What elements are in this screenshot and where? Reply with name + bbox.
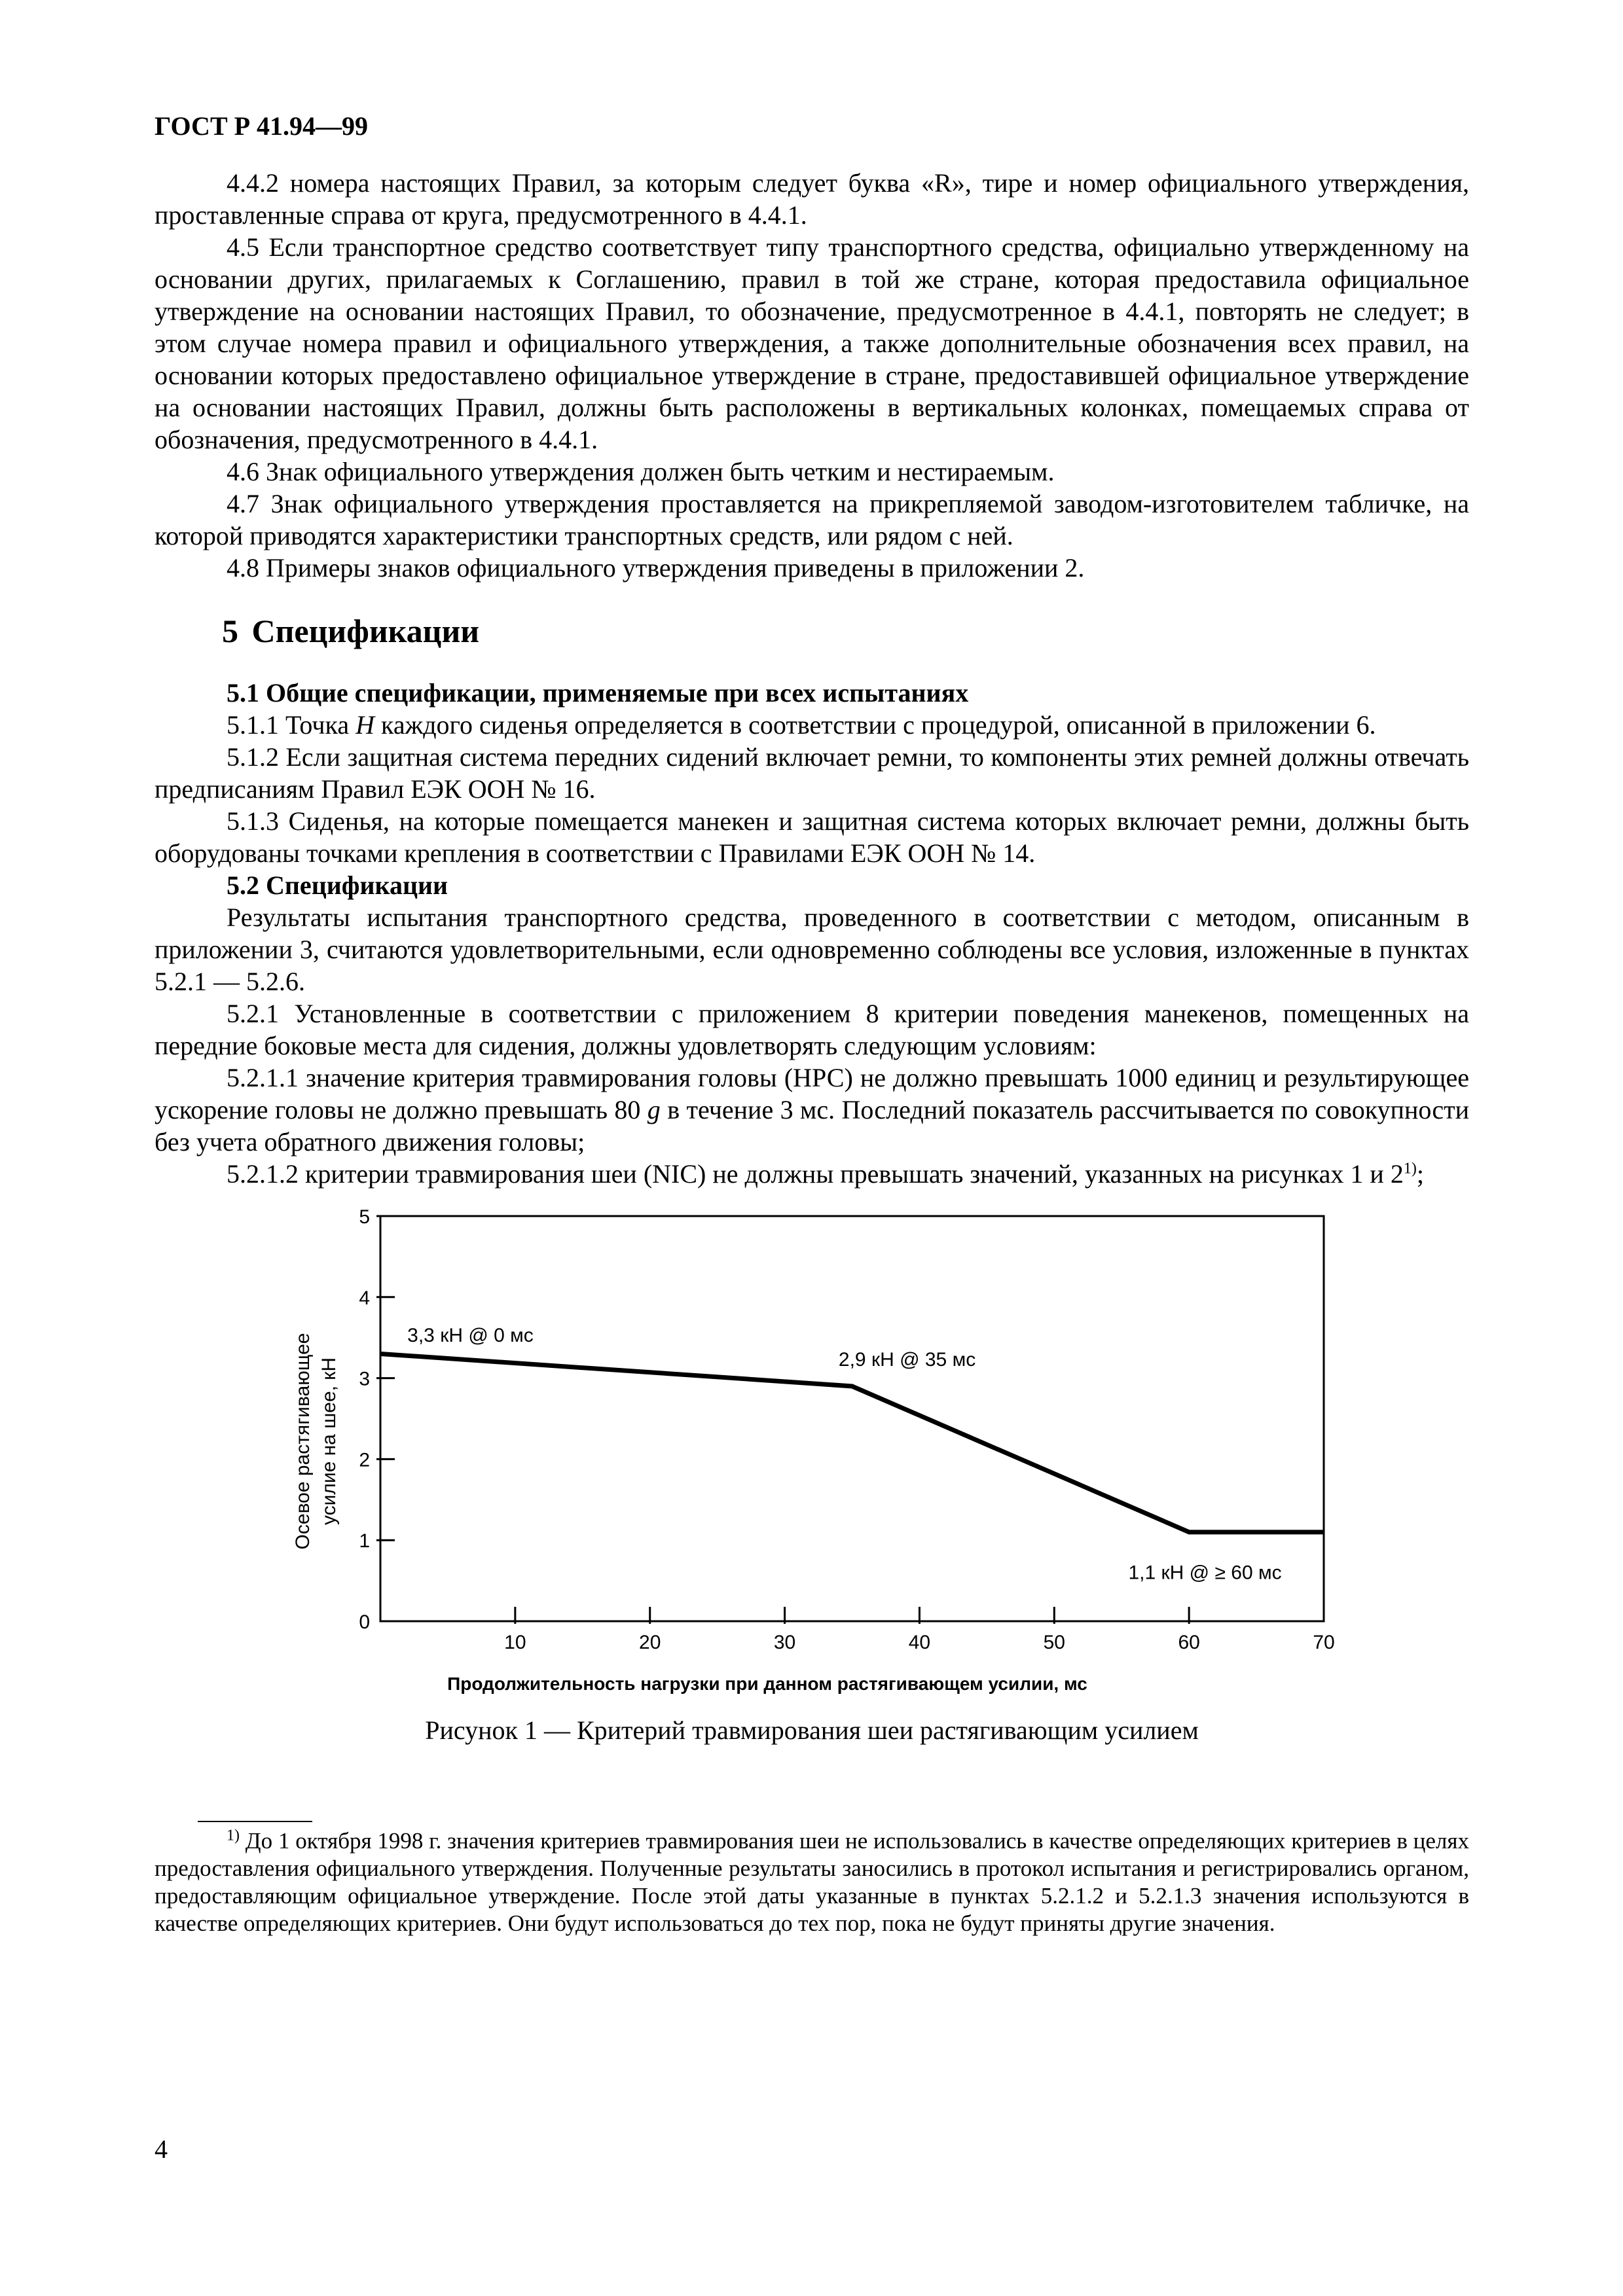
y-tick-label-4: 4 bbox=[359, 1287, 370, 1309]
paragraph-5-2-1-1-text-b: в течение 3 мс. Последний показатель рассчитывается по совокупности без учета обратного движения головы; bbox=[155, 1095, 1470, 1157]
paragraph-5-2-1-1 bbox=[155, 1062, 1469, 1158]
paragraph-5-2-1-2-text-a: 5.2.1.2 критерии травмирования шеи (NIC) не должны превышать значений, указанных на рисунках 1 и 2 bbox=[227, 1159, 1404, 1189]
section-heading bbox=[222, 611, 1469, 651]
paragraph-5-1-3: 5.1.3 Сиденья, на которые помещается манекен и защитная система которых включает ремни, должны быть оборудованы точками крепления в соответствии с Правилами ЕЭК ООН № 14. bbox=[155, 806, 1469, 868]
footnote-mark: 1) bbox=[227, 1827, 240, 1844]
paragraph-4-4-2: 4.4.2 номера настоящих Правил, за которым следует буква «R», тире и номер официального утверждения, проставленные справа от круга, предусмотренного в 4.4.1. bbox=[155, 168, 1469, 230]
paragraph-4-8: 4.8 Примеры знаков официального утверждения приведены в приложении 2. bbox=[227, 553, 1085, 583]
page-number: 4 bbox=[155, 2134, 168, 2164]
plot-frame bbox=[380, 1216, 1324, 1621]
paragraph-5-1-1-text-a: 5.1.1 Точка bbox=[227, 710, 356, 740]
document-header: ГОСТ Р 41.94—99 bbox=[155, 111, 369, 141]
paragraph-4-5: 4.5 Если транспортное средство соответствует типу транспортного средства, официально утвержденному на основании других, прилагаемых к Соглашению, правил в той же стране, которая предоставила официальное утверждение на основании настоящих Правил, то обозначение, предусмотренное в 4.4.1, повторять не следует; в этом случае номера правил и официального утверждения, а также дополнительные обозначения всех правил, на основании которых предоставлено официальное утверждение в стране, предоставившей официальное утверждение на основании настоящих Правил, должны быть расположены в вертикальных колонках, помещаемых справа от обозначения, предусмотренного в 4.4.1. bbox=[155, 232, 1469, 454]
x-tick-label-70: 70 bbox=[1313, 1632, 1335, 1653]
footnote bbox=[155, 1827, 1469, 1937]
paragraph-5-2-1: 5.2.1 Установленные в соответствии с приложением 8 критерии поведения манекенов, помещенных на передние боковые места для сидения, должны удовлетворять следующим условиям: bbox=[155, 999, 1469, 1060]
x-tick-label-30: 30 bbox=[773, 1632, 796, 1653]
paragraph-5-2-1-2-text-b: ; bbox=[1416, 1159, 1424, 1189]
paragraph-5-1-1-text-b: каждого сиденья определяется в соответствии с процедурой, описанной в приложении 6. bbox=[374, 710, 1376, 740]
paragraph-5-1-1 bbox=[155, 709, 1469, 741]
series-line-0 bbox=[380, 1354, 1324, 1532]
footnote-reference: 1) bbox=[1403, 1160, 1417, 1177]
y-axis-label-line1: Осевое растягивающее bbox=[292, 1333, 314, 1550]
annotation-1: 2,9 кН @ 35 мс bbox=[838, 1349, 976, 1371]
footnote-divider bbox=[198, 1821, 312, 1822]
x-tick-label-60: 60 bbox=[1178, 1632, 1200, 1653]
paragraph-4-6: 4.6 Знак официального утверждения должен быть четким и нестираемым. bbox=[227, 457, 1055, 486]
subsection-heading-5-1: 5.1 Общие спецификации, применяемые при всех испытаниях bbox=[227, 678, 969, 708]
section-title: Спецификации bbox=[251, 613, 480, 649]
figure-1 bbox=[155, 1204, 1469, 1755]
section-number: 5 bbox=[222, 613, 238, 649]
paragraph-4-7: 4.7 Знак официального утверждения проставляется на прикрепляемой заводом-изготовителем табличке, на которой приводятся характеристики транспортных средств, или рядом с ней. bbox=[155, 489, 1469, 550]
paragraph-5-2: Результаты испытания транспортного средства, проведенного в соответствии с методом, описанным в приложении 3, считаются удовлетворительными, если одновременно соблюдены все условия, изложенные в пунктах 5.2.1 — 5.2.6. bbox=[155, 903, 1469, 996]
paragraph-5-1-2: 5.1.2 Если защитная система передних сидений включает ремни, то компоненты этих ремней должны отвечать предписаниям Правил ЕЭК ООН № 16. bbox=[155, 742, 1469, 804]
paragraph-5-2-1-2 bbox=[155, 1158, 1469, 1190]
y-tick-label-5: 5 bbox=[359, 1206, 370, 1228]
x-tick-label-10: 10 bbox=[504, 1632, 526, 1653]
document-page bbox=[155, 110, 1469, 1937]
figure-caption: Рисунок 1 — Критерий травмирования шеи растягивающим усилием bbox=[425, 1715, 1199, 1745]
subsection-heading-5-2: 5.2 Спецификации bbox=[227, 870, 448, 900]
y-tick-label-2: 2 bbox=[359, 1449, 370, 1471]
neck-tension-chart bbox=[155, 1204, 1469, 1708]
h-point-symbol: Н bbox=[356, 710, 374, 740]
x-axis-label: Продолжительность нагрузки при данном растягивающем усилии, мс bbox=[447, 1674, 1087, 1694]
y-tick-label-1: 1 bbox=[359, 1530, 370, 1552]
y-axis-label-line2: усилие на шее, кН bbox=[318, 1357, 340, 1526]
x-tick-label-50: 50 bbox=[1043, 1632, 1065, 1653]
y-tick-label-0: 0 bbox=[359, 1611, 370, 1633]
y-tick-label-3: 3 bbox=[359, 1368, 370, 1390]
annotation-0: 3,3 кН @ 0 мс bbox=[407, 1324, 534, 1346]
footnote-text: До 1 октября 1998 г. значения критериев травмирования шеи не использовались в качестве определяющих критериев в целях предоставления официального утверждения. Полученные результаты заносились в протокол испытания и регистрировались органом, предоставляющим официальное утверждение. После этой даты указанные в пунктах 5.2.1.2 и 5.2.1.3 значения используются в качестве определяющих критериев. Они будут использоваться до тех пор, пока не будут приняты другие значения. bbox=[155, 1828, 1469, 1936]
x-tick-label-20: 20 bbox=[639, 1632, 661, 1653]
annotation-2: 1,1 кН @ ≥ 60 мс bbox=[1128, 1562, 1282, 1584]
paragraph-5-2-1-1-text-a: 5.2.1.1 значение критерия травмирования головы (НРС) не должно превышать 1000 единиц и результирующее ускорение головы не должно превышать 80 bbox=[155, 1063, 1469, 1124]
g-symbol: g bbox=[647, 1095, 661, 1124]
x-tick-label-40: 40 bbox=[908, 1632, 931, 1653]
